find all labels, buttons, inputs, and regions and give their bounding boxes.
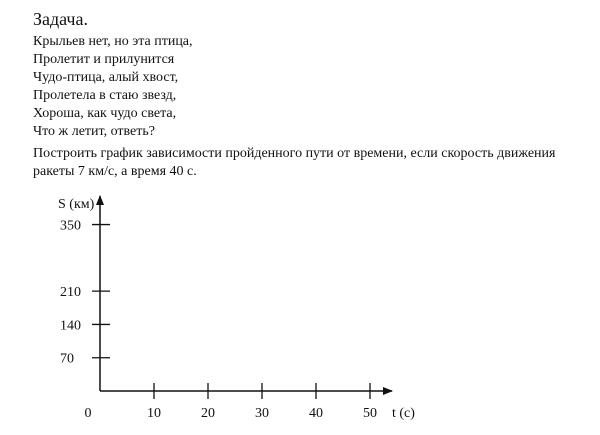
origin-label: 0 [84,406,92,421]
x-axis-label: t (с) [392,406,415,421]
y-tick-group [60,219,110,367]
task-statement-line: Построить график зависимости пройденного пути от времени, если скорость движения [33,146,556,161]
poem-line: Хороша, как чудо света, [33,106,177,121]
poem-line: Пролетела в стаю звезд, [33,88,177,103]
x-tick-label: 40 [309,406,323,421]
y-tick-label: 70 [60,351,74,367]
x-tick-group [147,383,377,421]
task-statement-line: ракеты 7 км/с, а время 40 с. [33,164,197,179]
y-axis-label: S (км) [58,197,95,212]
y-tick-label: 350 [60,218,81,234]
poem-line: Чудо-птица, алый хвост, [33,70,179,85]
x-tick-label: 30 [255,406,269,421]
y-tick-label: 140 [60,318,81,334]
x-tick-label: 20 [201,406,215,421]
poem-line: Что ж летит, ответь? [33,124,155,139]
task-heading: Задача. [33,9,88,29]
poem-line: Пролетит и прилунится [33,52,175,67]
poem-line: Крыльев нет, но эта птица, [33,34,193,49]
y-tick-label: 210 [60,285,81,301]
x-tick-label: 50 [363,406,377,421]
x-tick-label: 10 [147,406,161,421]
